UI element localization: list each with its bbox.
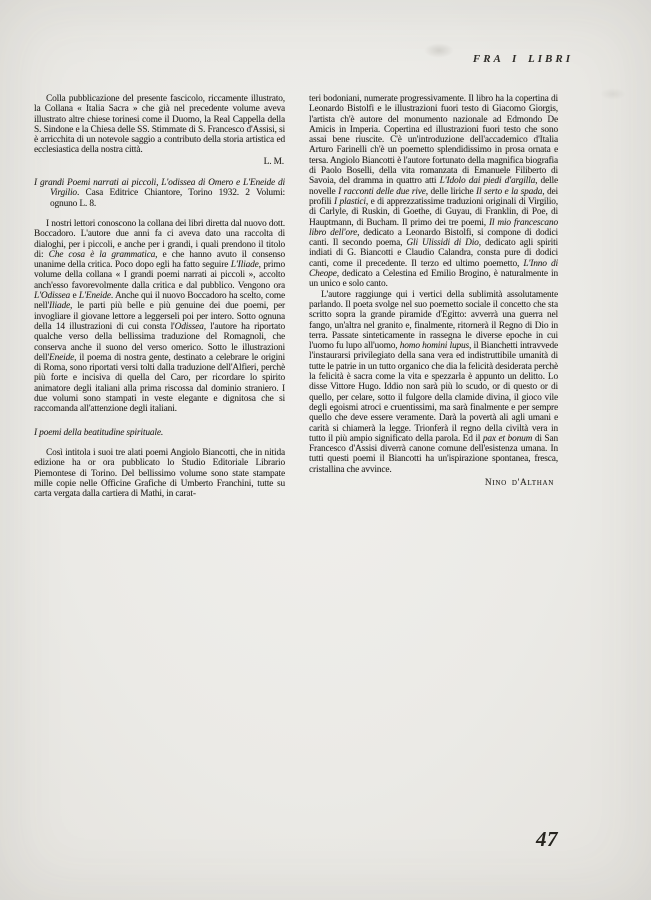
paragraph	[34, 448, 285, 499]
text-run: . Casa Editrice Chiantore, Torino 1932. 2 Volumi: ognuno L. 8.	[50, 188, 285, 209]
text-run: , e di apprezzatissime traduzioni originali di Virgilio, di Carlyle, di Ruskin, di Goethe, di Guyau, di Franklin, di Poe, di Hauptmann, di Bucham. Il primo dei tre poemi,	[309, 196, 559, 228]
text-run: I grandi Poemi narrati ai piccoli	[34, 178, 157, 189]
paragraph	[34, 94, 285, 156]
signature-caps	[309, 478, 558, 488]
text-run: L'Idolo dai piedi d'argilla	[439, 176, 536, 187]
signature	[34, 157, 285, 167]
text-run: , dedicato a Leonardo Bistolfi, si compone di dodici canti. Il secondo poema,	[309, 227, 558, 249]
paragraph	[34, 219, 285, 415]
text-run: L'Inno di Cheope	[309, 258, 558, 280]
heading	[34, 428, 285, 438]
text-run: , delle novelle	[309, 176, 558, 197]
paragraph	[309, 290, 558, 475]
paper-smudge	[600, 88, 626, 100]
text-columns	[34, 94, 558, 499]
text-run: , le parti più belle e più genuine dei due poemi, per invogliare il giovane lettore a leggerseli poi per intero. Sotto ognuna della 14 illustrazioni di cui consta l'	[34, 301, 285, 332]
text-run: I nostri lettori conoscono la collana dei libri diretta dal nuovo dott. Boccadoro. L'autore due anni fa ci aveva dato una raccolta di dialoghi, per i piccoli, e anche per i grandi, i quali prendono il titolo di:	[34, 218, 285, 260]
text-run: teri bodoniani, numerate progressivamente. Il libro ha la copertina di Leonardo Bistolfi e le illustrazioni fuori testo di Giacomo Giorgis, l'artista ch'è autore del monumento nazionale ad Edmondo De Amicis in Imperia. Copertina ed illustrazioni fuori testo che sono assai bene riuscite. C'è un'introduzione dell'accademico d'Italia Arturo Farinelli ch'è un poemetto splendidissimo in prosa ornata e tersa. Angiolo Biancotti è l'autore fortunato della magnifica biografia di Paolo Boselli, della vita romanzata di Emanuele Filiberto di Savoia, del dramma in quattro atti	[309, 94, 558, 187]
text-run: , primo volume della collana « I grandi poemi narrati ai piccoli », accolto anch'esso favorevolmente dalla critica e dal pubblico. Vengono ora	[34, 260, 285, 291]
text-run: Il mio francescano libro dell'ore	[309, 217, 558, 238]
left-column	[34, 94, 285, 499]
text-run: Odissea	[174, 321, 204, 332]
text-run: Colla pubblicazione del presente fascicolo, riccamente illustrato, la Collana « Italia Sacra » che già nel precedente volume aveva illustrato altre chiese torinesi come il Duomo, la Real Cappella della S. Sindone e la Chiesa delle SS. Stimmate di S. Francesco d'Assisi, si è arricchita di un notevole saggio a contributo della storia artistica ed ecclesiastica della nostra città.	[34, 94, 285, 156]
text-run: , dedicato agli spiriti indiati di G. Biancotti e Claudio Calandra, consta pure di dodici canti, come il precedente. Il terzo ed ultimo poemetto,	[309, 238, 558, 269]
text-run: L'Iliade	[230, 260, 259, 271]
text-run: e	[70, 291, 79, 302]
text-run: ,	[156, 178, 162, 189]
text-run: , dei profili	[309, 186, 558, 207]
running-head: FRA I LIBRI	[472, 53, 573, 65]
text-run: I poemi della beatitudine spirituale.	[34, 427, 164, 438]
text-run: , il poema di nostra gente, destinato a celebrare le origini di Roma, sono riportati versi tolti dalla traduzione dell'Alfieri, perchè più forte e incisiva di quella del Caro, per ricordare lo spirito animatore degli italiani alla prima riscossa dal dominio straniero. I due volumi sono stampati in veste elegante e dignitosa che si raccomanda all'attenzione degli italiani.	[34, 352, 285, 415]
text-run: , il Bianchetti intravvede l'instaurarsi privilegiato della sana vera ed indistruttibile umanità di tutte le patrie in un tutto organico che dia la felicità desiderata perchè la felicità è sacra come la vita e spezzarla è appunto un delitto. Lo disse Vittore Hugo. Iddio non sarà più lo scudo, or di questo or di quello, per celare, sotto il fulgore della clamide divina, il gioco vile degli egoismi atroci e cruentissimi, ma sarà finalmente e per sempre quello che deve essere veramente. Darà la povertà ali agli umani e carità si chiamerà la legge. Trionferà il regno della civiltà vera in tutto il più ampio significato della parola. Ed il	[309, 341, 558, 444]
text-run: Iliade	[49, 301, 70, 312]
text-run: Gli Ulissidi di Dio	[406, 238, 479, 249]
text-run: , e che hanno avuto il consenso unanime della critica. Poco dopo egli ha fatto seguire	[34, 249, 285, 271]
text-run: Che cosa è la grammatica	[48, 249, 156, 260]
text-run: homo homini lupus	[399, 341, 470, 352]
page-number: 47	[536, 827, 558, 851]
text-run: , l'autore ha riportato qualche verso della bellissima traduzione del Romagnoli, che conserva anche il suono del verso omerico. Sotto le illustrazioni dell'	[34, 321, 286, 363]
text-run: L'Odissea	[34, 291, 71, 302]
text-run: . Anche qui il nuovo Boccadoro ha scelto, come nell'	[34, 291, 285, 312]
text-run: L'Eneide	[78, 291, 111, 302]
paper-smudge	[424, 43, 454, 58]
text-run: Così intitola i suoi tre alati poemi Angiolo Biancotti, che in nitida edizione ha or ora pubblicato lo Studio Editoriale Librario Piemontese di Torino. Del bellissimo volume sono state stampate mille copie nelle Officine Grafiche di Umberto Franchini, tutte su carta vergata dalla cartiera di Mathi, in carat-	[34, 447, 285, 500]
text-run: Eneide	[49, 352, 75, 363]
right-column	[309, 94, 558, 499]
text-run: L'autore raggiunge qui i vertici della sublimità assolutamente parlando. Il poeta svolge nel suo poemetto sociale il concetto che sta scritto sopra la grande piramide d'Egitto: avverrà una guerra nel fango, un'altra nel granito e, finalmente, ritornerà il Regno di Dio in terra. Passate sinteticamente in rassegna le diverse epoche in cui l'uomo fu lupo all'uomo,	[309, 289, 558, 352]
text-run: di San Francesco d'Assisi diverrà canone comune dell'esistenza umana. In tutti questi poemi il Biancotti ha un'ispirazione spontanea, fresca, cristallina che avvince.	[309, 433, 558, 475]
paragraph	[309, 94, 558, 290]
text-run: I racconti delle due rive	[338, 186, 426, 197]
text-run: , delle liriche	[425, 186, 476, 197]
text-run: Il serto e la spada	[476, 186, 543, 197]
text-run: , dedicato a Celestina ed Emilio Brogino, è naturalmente in un unico e solo canto.	[309, 269, 558, 290]
text-run: L'odissea di Omero e L'Eneide di Virgilio	[50, 178, 285, 199]
text-run: pax et bonum	[482, 433, 533, 444]
text-run: Nino d'Althan	[484, 477, 554, 488]
text-run: L. M.	[263, 156, 284, 167]
bib-entry	[34, 178, 285, 209]
text-run: I plastici	[333, 196, 366, 207]
